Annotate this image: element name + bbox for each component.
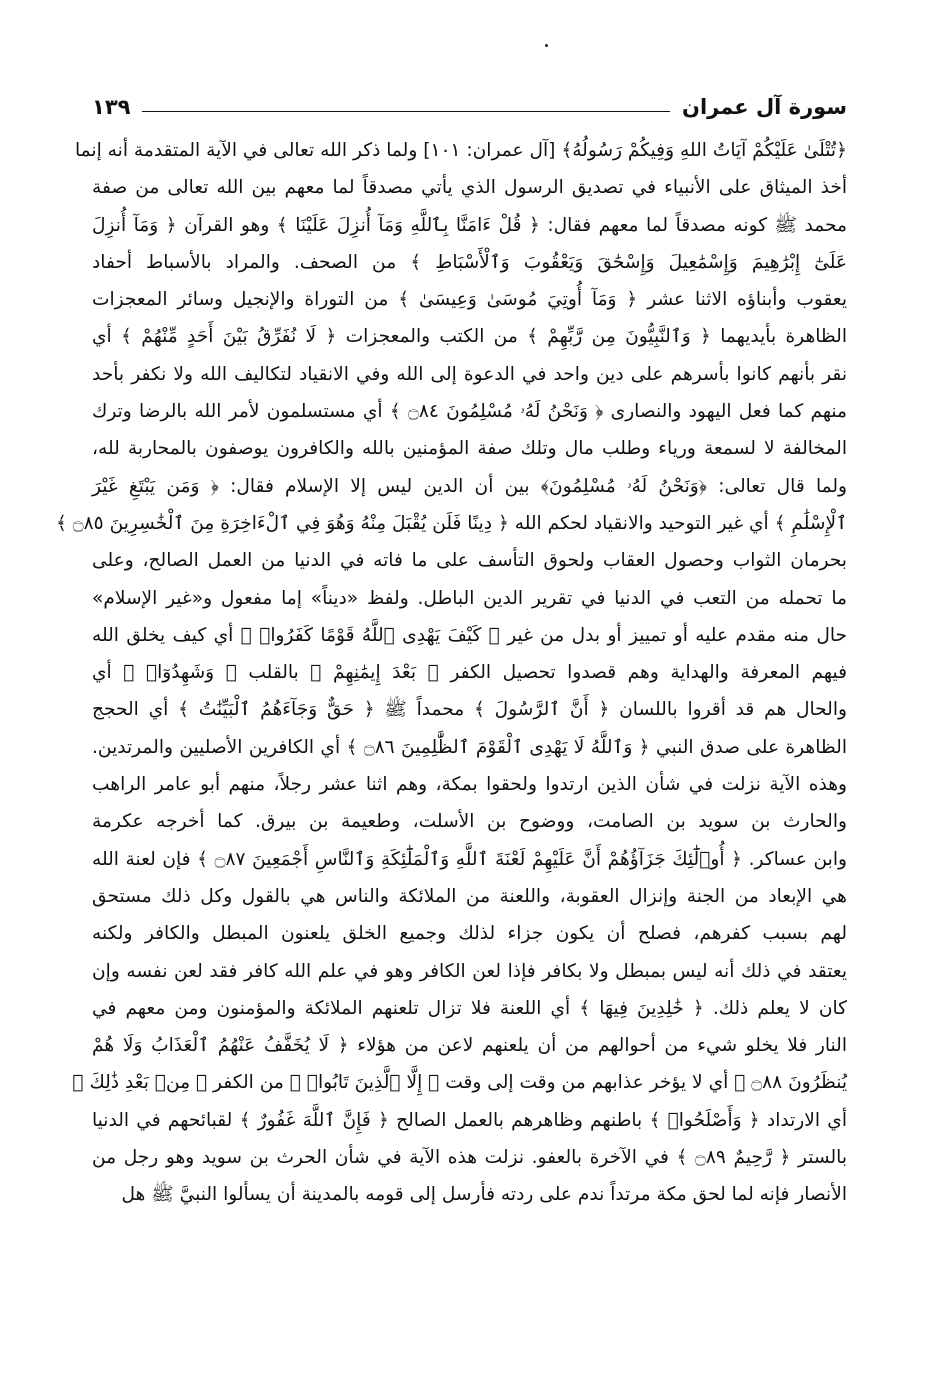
text-line: وابن عساكر. ﴿ أُو۟لَٰٓئِكَ جَزَآؤُهُمْ أَنَّ عَلَيْهِمْ لَعْنَةَ ٱللَّهِ وَٱلْمَلَٰٓئِكَةِ وَٱلنَّاسِ أَجْمَعِينَ ۝٨٧ ﴾ فإن لعنة الله: [92, 848, 848, 870]
surah-title: سورة آل عمران: [682, 95, 847, 119]
text-line: وهذه الآية نزلت في شأن الذين ارتدوا ولحقوا بمكة، وهم اثنا عشر رجلاً، منهم أبو عامر الراهب: [92, 774, 847, 796]
text-line: المخالفة لا لسمعة ورياء وطلب مال وتلك صفة المؤمنين بالله والكافرون يوصفون بالمحاربة لله،: [92, 438, 847, 460]
text-line: منهم كما فعل اليهود والنصارى ﴿ وَنَحْنُ لَهُۥ مُسْلِمُونَ ۝٨٤ ﴾ أي مستسلمون لأمر الله بالرضا وترك: [92, 401, 847, 423]
text-line: بالستر ﴿ رَّحِيمٌ ۝٨٩ ﴾ في الآخرة بالعفو. نزلت هذه الآية في شأن الحرث بن سويد وهو رجل من: [92, 1147, 847, 1169]
text-line: الظاهرة على صدق النبي ﴿ وَٱللَّهُ لَا يَهْدِى ٱلْقَوْمَ ٱلظَّٰلِمِينَ ۝٨٦ ﴾ أي الكافرين الأصليين والمرتدين.: [92, 736, 847, 758]
text-line: هي الإبعاد من الجنة وإنزال العقوبة، واللعنة من الملائكة والناس هي بالقول وكل ذلك مستحق: [92, 885, 847, 907]
text-line: يعقوب وأبناؤه الاثنا عشر ﴿ وَمَآ أُوتِيَ مُوسَىٰ وَعِيسَىٰ ﴾ من التوراة والإنجيل وسائر المعجزات: [92, 289, 847, 311]
running-header: [92, 92, 847, 122]
text-line: الظاهرة بأيديهما ﴿ وَٱلنَّبِيُّونَ مِن رَّبِّهِمْ ﴾ من الكتب والمعجزات ﴿ لَا نُفَرِّقُ بَيْنَ أَحَدٍ مِّنْهُمْ ﴾ أي: [92, 326, 847, 348]
text-line: أي الارتداد ﴿ وَأَصْلَحُوا۟ ﴾ باطنهم وظاهرهم بالعمل الصالح ﴿ فَإِنَّ ٱللَّهَ غَفُورٌ ﴾ لقبائحهم في الدنيا: [92, 1109, 847, 1131]
text-line: والحال هم قد أقروا باللسان ﴿ أَنَّ ٱلرَّسُولَ ﴾ محمداً ﷺ ﴿ حَقٌّ وَجَآءَهُمُ ٱلْبَيِّنَٰتُ ﴾ أي الحجج: [92, 699, 847, 721]
text-line: يُنظَرُونَ ۝٨٨ ﴾ أي لا يؤخر عذابهم من وقت إلى وقت ﴿ إِلَّا ٱلَّذِينَ تَابُوا۟ ﴾ من الكفر ﴿ مِنۢ بَعْدِ ذَٰلِكَ ﴾: [72, 1072, 847, 1094]
text-line: كان لا يعلم ذلك. ﴿ خَٰلِدِينَ فِيهَا ﴾ أي اللعنة فلا تزال تلعنهم الملائكة والمؤمنون ومن معهم في: [92, 997, 847, 1019]
text-line: ٱلْإِسْلَٰمِ ﴾ أي غير التوحيد والانقياد لحكم الله ﴿ دِينًا فَلَن يُقْبَلَ مِنْهُ وَهُوَ فِي ٱلْءَاخِرَةِ مِنَ ٱلْخَٰسِرِينَ ۝٨٥ ﴾: [55, 512, 847, 534]
text-line: محمد ﷺ كونه مصدقاً لما معهم فقال: ﴿ قُلْ ءَامَنَّا بِٱللَّهِ وَمَآ أُنزِلَ عَلَيْنَا ﴾ وهو القرآن ﴿ وَمَآ أُنزِلَ: [92, 214, 847, 236]
text-line: عَلَىٰٓ إِبْرَٰهِيمَ وَإِسْمَٰعِيلَ وَإِسْحَٰقَ وَيَعْقُوبَ وَٱلْأَسْبَاطِ ﴾ من الصحف. والمراد بالأسباط أحفاد: [92, 251, 847, 273]
print-speck: [545, 44, 548, 47]
text-line: أخذ الميثاق على الأنبياء في تصديق الرسول الذي يأتي مصدقاً لما معهم بين الله تعالى من صفة: [92, 177, 847, 199]
body-text: [55, 132, 848, 1214]
text-line: نقر بأنهم كانوا بأسرهم على دين واحد في الدعوة إلى الله وفي الانقياد لتكاليف الله ولا نكفر بأحد: [92, 363, 847, 385]
text-line: فيهم المعرفة والهداية وهم قصدوا تحصيل الكفر ﴿ بَعْدَ إِيمَٰنِهِمْ ﴾ بالقلب ﴿ وَشَهِدُوٓا۟ ﴾ أي: [92, 662, 847, 684]
text-line: النار فلا يخلو شيء من أحوالهم من أن يلعنهم لاعن من هؤلاء ﴿ لَا يُخَفَّفُ عَنْهُمُ ٱلْعَذَابُ وَلَا هُمْ: [92, 1035, 847, 1057]
text-line: الأنصار فإنه لما لحق مكة مرتداً ندم على ردته فأرسل إلى قومه بالمدينة أن يسألوا النبيَّ ﷺ هل: [121, 1184, 847, 1206]
header-rule: [142, 111, 670, 112]
text-line: والحارث بن سويد بن الصامت، ووضوح بن الأسلت، وطعيمة بن بيرق. كما أخرجه عكرمة: [92, 811, 847, 833]
text-line: يعتقد في ذلك أنه ليس بمبطل ولا بكافر فإذا لعن الكافر وهو في علم الله كافر فقد لعن نفسه وإن: [92, 960, 847, 982]
text-line: ﴿تُتْلَىٰ عَلَيْكُمْ آيَاتُ اللهِ وَفِيكُمْ رَسُولُهُ﴾ [آل عمران: ١٠١] ولما ذكر الله تعالى في الآية المتقدمة أنه إنما: [75, 140, 847, 161]
page-number: ١٣٩: [92, 95, 131, 119]
text-line: ولما قال تعالى: ﴿وَنَحْنُ لَهُۥ مُسْلِمُونَ﴾ بين أن الدين ليس إلا الإسلام فقال: ﴿ وَمَن يَبْتَغِ غَيْرَ: [92, 475, 847, 497]
text-line: بحرمان الثواب وحصول العقاب ولحوق التأسف على ما فاته في الدنيا من العمل الصالح، وعلى: [92, 550, 847, 572]
text-line: حال منه مقدم عليه أو تمييز أو بدل من غير ﴿ كَيْفَ يَهْدِى ٱللَّهُ قَوْمًا كَفَرُوا۟ ﴾ أي كيف يخلق الله: [92, 624, 847, 646]
text-line: لهم بسبب كفرهم، فصلح أن يكون جزاء لذلك وجميع الخلق يلعنون المبطل والكافر ولكنه: [92, 923, 847, 945]
text-line: ما تحمله من التعب في الدنيا في تقرير الدين الباطل. ولفظ «ديناً» إما مفعول و«غير الإسلام»: [92, 587, 847, 609]
